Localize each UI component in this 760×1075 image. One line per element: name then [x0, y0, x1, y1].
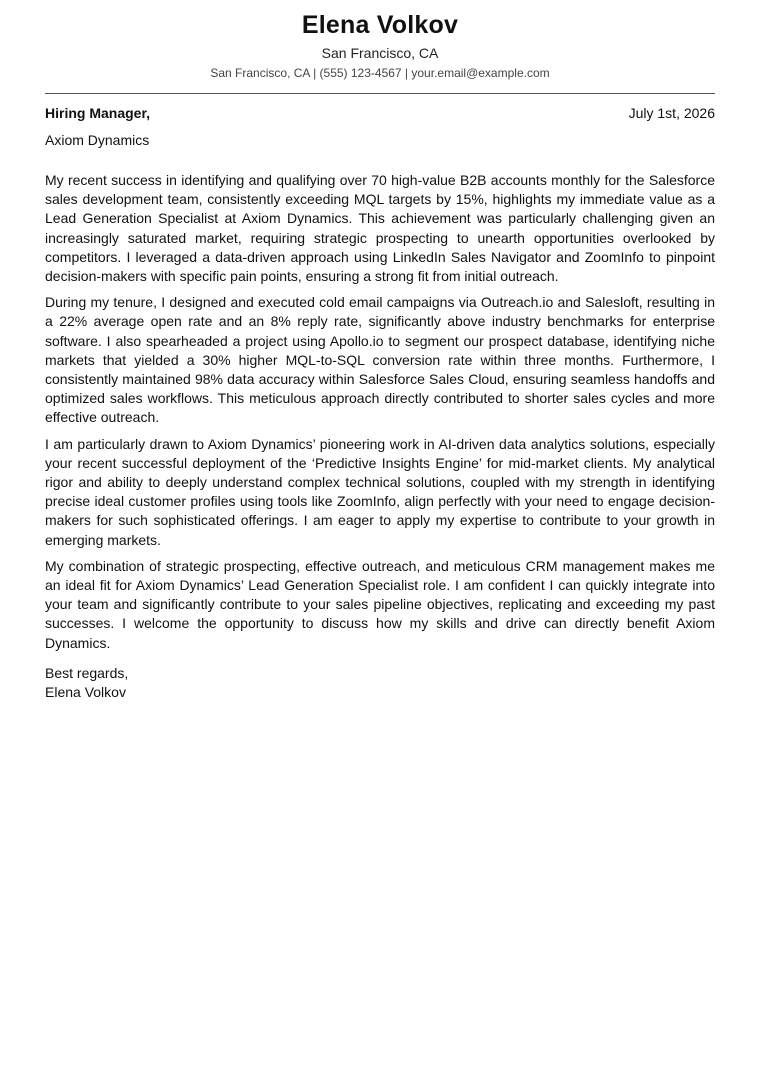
signature-name: Elena Volkov — [45, 684, 126, 701]
letter-date: July 1st, 2026 — [628, 105, 715, 121]
letter-header — [45, 0, 715, 81]
body-paragraph: My combination of strategic prospecting, effective outreach, and meticulous CRM management makes me an ideal fit for Axiom Dynamics’ Lead Generation Specialist role. I am confident I can quickly integrate into your team and significantly contribute to your sales pipeline objectives, replicating and exceeding my past successes. I welcome the opportunity to discuss how my skills and drive can directly benefit Axiom Dynamics. — [45, 557, 715, 651]
header-divider — [45, 93, 715, 94]
salutation-date-row — [45, 104, 715, 122]
recipient-company: Axiom Dynamics — [45, 132, 150, 148]
applicant-location: San Francisco, CA — [321, 45, 439, 61]
applicant-name: Elena Volkov — [301, 11, 459, 39]
body-paragraph: My recent success in identifying and qualifying over 70 high-value B2B accounts monthly for the Salesforce sales development team, consistently exceeding MQL targets by 15%, highlights my immediate value as a Lead Generation Specialist at Axiom Dynamics. This achievement was particularly challenging given an increasingly saturated market, requiring strategic prospecting to unearth opportunities overlooked by competitors. I leveraged a data-driven approach using LinkedIn Sales Navigator and ZoomInfo to pinpoint decision-makers with specific pain points, ensuring a strong fit from initial outreach. — [45, 172, 715, 285]
closing-phrase: Best regards, — [45, 664, 129, 681]
body-paragraph: I am particularly drawn to Axiom Dynamics’ pioneering work in AI-driven data analytics solutions, especially your recent successful deployment of the ‘Predictive Insights Engine’ for mid-market clients. My analytical rigor and ability to deeply understand complex technical solutions, coupled with my strength in identifying precise ideal customer profiles using tools like ZoomInfo, align perfectly with your need to engage decision-makers for such sophisticated offerings. I am eager to apply my expertise to contribute to your growth in emerging markets. — [45, 435, 715, 548]
salutation: Hiring Manager, — [45, 105, 151, 121]
letter-signoff — [45, 664, 715, 702]
letter-body — [45, 171, 715, 653]
body-paragraph: During my tenure, I designed and executed cold email campaigns via Outreach.io and Salesloft, resulting in a 22% average open rate and an 8% reply rate, significantly above industry benchmarks for enterprise software. I also spearheaded a project using Apollo.io to segment our prospect database, identifying niche markets that yielded a 30% higher MQL-to-SQL conversion rate within three months. Furthermore, I consistently maintained 98% data accuracy within Salesforce Sales Cloud, ensuring seamless handoffs and optimized sales workflows. This meticulous approach directly contributed to shorter sales cycles and more effective outreach. — [45, 294, 715, 426]
applicant-contact-line: San Francisco, CA | (555) 123-4567 | your.email@example.com — [210, 66, 550, 80]
